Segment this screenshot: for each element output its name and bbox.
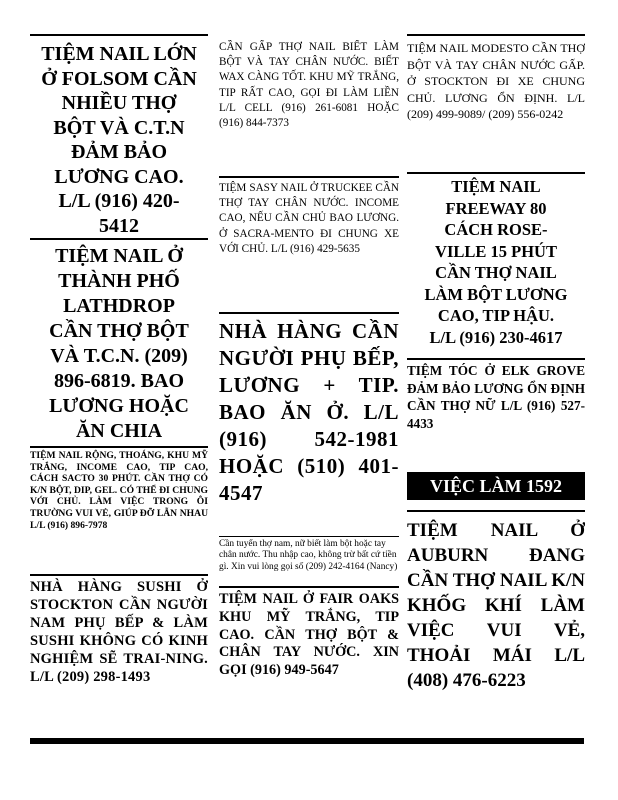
ad-text: TIỆM NAIL FREEWAY 80 CÁCH ROSE- VILLE 15 PHÚT CẦN THỢ NAIL LÀM BỘT LƯƠNG CAO, TIP HẬU. L/L (916) 230-4617	[424, 177, 568, 347]
column-2	[219, 40, 399, 736]
ad-sushi-stockton	[30, 574, 208, 734]
ad-sasy-nail-truckee	[219, 176, 399, 312]
ad-text: TIỆM SASY NAIL Ở TRUCKEE CẦN THỢ TAY CHÂN NƯỚC. INCOME CAO, NẾU CẦN CHỦ BAO LƯƠNG. Ở SACRA-MENTO ĐI CHUNG XE VỚI CHỦ. L/L (916) 429-5635	[219, 182, 399, 255]
ad-text: Cần tuyển thợ nam, nữ biết làm bột hoặc tay chân nước. Thu nhập cao, không trừ bất cứ tiền gì. Xin vui lòng gọi số (209) 242-4164 (Nancy)	[219, 539, 398, 572]
ad-nail-folsom	[30, 34, 208, 238]
ad-text: TIỆM NAIL RỘNG, THOÁNG, KHU MỸ TRẮNG, INCOME CAO, TIP CAO, CÁCH SACTO 30 PHÚT. CẦN THỢ CÓ K/N BỘT, DIP, GEL. CÓ THỂ ĐI CHUNG VỚI CHỦ. LÀM VIỆC TRONG ÔI TRƯỜNG VUI VẺ, GIÚP ĐỠ LẪN NHAU L/L (916) 896-7978	[30, 450, 208, 531]
column-1	[30, 34, 208, 734]
ad-text: CẦN GẤP THỢ NAIL BIẾT LÀM BỘT VÀ TAY CHÂN NƯỚC. BIẾT WAX CÀNG TỐT. KHU MỸ TRẮNG, TIP RẤT CAO, GỌI ĐI LÀM LIỀN L/L CELL (916) 261-6081 HOẶC (916) 844-7373	[219, 41, 399, 130]
ad-nail-sacto	[30, 446, 208, 574]
ad-nail-freeway-80	[407, 172, 585, 358]
column-3	[407, 34, 585, 710]
ad-hair-elk-grove	[407, 358, 585, 458]
section-header: VIỆC LÀM 1592	[407, 472, 585, 500]
ad-nail-fair-oaks	[219, 586, 399, 736]
ad-text: TIỆM NAIL Ở FAIR OAKS KHU MỸ TRẮNG, TIP CAO. CẦN THỢ BỘT & CHÂN TAY NƯỚC. XIN GỌI (916) 949-5647	[219, 591, 399, 679]
ad-text: TIỆM NAIL LỚN Ở FOLSOM CẦN NHIỀU THỢ BỘT VÀ C.T.N ĐẢM BẢO LƯƠNG CAO. L/L (916) 420- 5412	[41, 43, 197, 237]
ad-nail-auburn	[407, 510, 585, 710]
ad-text: TIỆM NAIL Ở AUBURN ĐANG CẦN THỢ NAIL K/N KHỐG KHÍ LÀM VIỆC VUI VẺ, THOẢI MÁI L/L (408) 476-6223	[407, 520, 585, 691]
ad-text: TIỆM NAIL Ở THÀNH PHỐ LATHDROP CẦN THỢ BỘT VÀ T.C.N. (209) 896-6819. BAO LƯƠNG HOẶC ĂN CHIA	[49, 245, 189, 442]
ad-text: NHÀ HÀNG SUSHI Ở STOCKTON CẦN NGƯỜI NAM PHỤ BẾP & LÀM SUSHI KHÔNG CÓ KINH NGHIỆM SẼ TRAI-NING. L/L (209) 298-1493	[30, 579, 208, 685]
ad-text: NHÀ HÀNG CẦN NGƯỜI PHỤ BẾP, LƯƠNG + TIP. BAO ĂN Ở. L/L (916) 542-1981 HOẶC (510) 401-4547	[219, 319, 399, 505]
ad-nail-modesto	[407, 34, 585, 172]
ad-nail-lathrop	[30, 238, 208, 446]
bottom-rule	[30, 738, 584, 744]
ad-nancy	[219, 536, 399, 586]
ad-text: TIỆM NAIL MODESTO CẦN THỢ BỘT VÀ TAY CHÂN NƯỚC GẤP. Ở STOCKTON ĐI XE CHUNG CHỦ. LƯƠNG ỔN ĐỊNH. L/L (209) 499-9089/ (209) 556-0242	[407, 41, 585, 121]
ad-restaurant-kitchen	[219, 312, 399, 536]
ad-nail-urgent	[219, 40, 399, 176]
ad-text: TIỆM TÓC Ở ELK GROVE ĐẢM BẢO LƯƠNG ỔN ĐỊNH CẦN THỢ NỮ L/L (916) 527-4433	[407, 363, 585, 431]
